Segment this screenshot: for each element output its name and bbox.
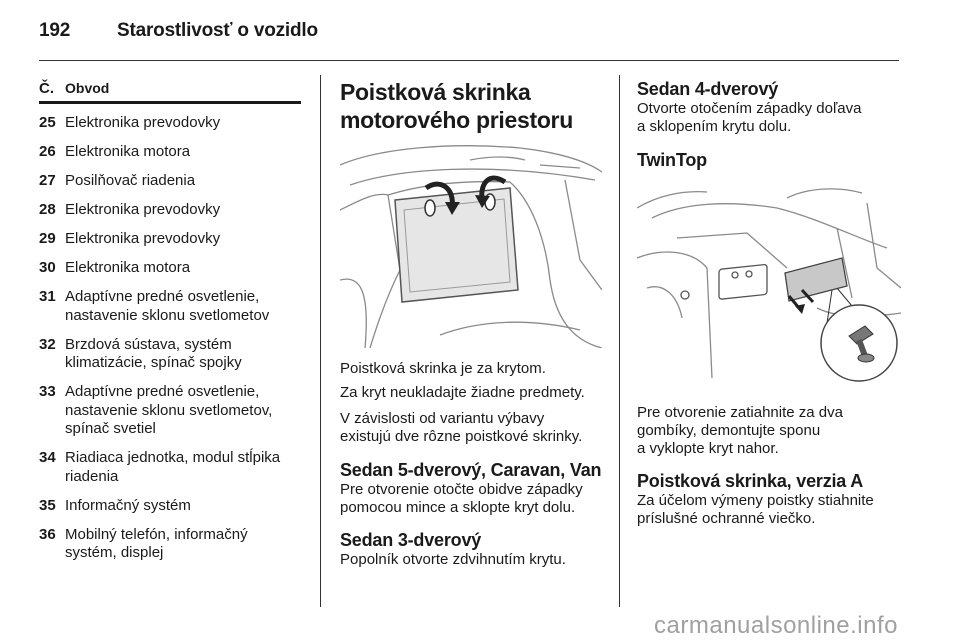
fuse-table (39, 80, 301, 573)
fuse-number: 25 (39, 114, 56, 131)
header-rule (39, 60, 899, 61)
paragraph-line: pomocou mince a sklopte kryt dolu. (340, 499, 576, 516)
subheading: Poistková skrinka, verzia A (637, 471, 864, 491)
fuse-circuit (65, 114, 301, 133)
fuse-circuit-line: Posilňovač riadenia (65, 172, 196, 189)
paragraph-line: V závislosti od variantu výbavy (340, 410, 545, 427)
engine-fusebox-illustration (340, 140, 602, 348)
fuse-circuit (65, 336, 301, 373)
table-row (39, 201, 301, 220)
fuse-circuit-line: Elektronika prevodovky (65, 201, 221, 218)
fuse-circuit-line: Elektronika prevodovky (65, 230, 221, 247)
fuse-circuit-line: klimatizácie, spínač spojky (65, 354, 242, 371)
table-row (39, 230, 301, 249)
fuse-number: 32 (39, 335, 56, 353)
paragraph-line: a vyklopte kryt nahor. (637, 440, 779, 457)
table-row (39, 288, 301, 325)
table-row (39, 259, 301, 278)
right-column (637, 78, 903, 171)
heading-line: motorového priestoru (340, 107, 573, 133)
table-row (39, 526, 301, 563)
subheading: Sedan 5-dverový, Caravan, Van (340, 460, 602, 480)
table-row (39, 114, 301, 133)
paragraph-line: existujú dve rôzne poistkové skrinky. (340, 428, 583, 445)
page-header (39, 20, 318, 42)
paragraph: Za kryt neukladajte žiadne predmety. (340, 384, 585, 401)
fuse-number: 34 (39, 449, 56, 466)
subheading: Sedan 3-dverový (340, 530, 482, 550)
fuse-number: 30 (39, 259, 56, 276)
page-title: Starostlivosť o vozidlo (117, 20, 318, 41)
watermark: carmanualsonline.info (654, 612, 898, 639)
fuse-circuit (65, 383, 301, 439)
fuse-number: 26 (39, 143, 56, 160)
fuse-number: 36 (39, 525, 56, 543)
fuse-circuit-line: Adaptívne predné osvetlenie, (65, 288, 260, 305)
table-row (39, 449, 301, 486)
col-circuit-label: Obvod (65, 80, 110, 96)
column-divider-right (619, 75, 620, 607)
fuse-number: 29 (39, 230, 56, 247)
section-heading (340, 78, 606, 134)
fuse-circuit (65, 449, 301, 486)
paragraph: Poistková skrinka je za krytom. (340, 360, 546, 377)
fuse-circuit (65, 288, 301, 325)
table-row (39, 172, 301, 191)
paragraph-line: príslušné ochranné viečko. (637, 510, 816, 527)
fuse-number: 35 (39, 496, 56, 514)
fuse-rows (39, 114, 301, 563)
column-divider-left (320, 75, 321, 607)
fuse-circuit-line: Elektronika motora (65, 259, 191, 276)
col-number-label: Č. (39, 80, 54, 97)
paragraph-line: Za účelom výmeny poistky stiahnite (637, 492, 874, 509)
table-rule (39, 101, 301, 104)
fuse-circuit-line: Riadiaca jednotka, modul stĺpika (65, 449, 281, 466)
paragraph (340, 410, 606, 446)
fuse-circuit-line: systém, displej (65, 544, 164, 561)
table-row (39, 497, 301, 516)
fuse-circuit-line: spínač svetiel (65, 420, 156, 437)
subheading: Sedan 4-dverový (637, 79, 779, 99)
fuse-circuit (65, 497, 301, 516)
fuse-circuit-line: Brzdová sústava, systém (65, 335, 232, 353)
fuse-circuit (65, 259, 301, 278)
fuse-table-header (39, 80, 301, 99)
fuse-circuit-line: Elektronika prevodovky (65, 114, 221, 131)
fuse-circuit (65, 526, 301, 563)
fuse-circuit (65, 201, 301, 220)
subheading: TwinTop (637, 150, 707, 170)
middle-text (340, 360, 606, 569)
fuse-number: 28 (39, 201, 56, 218)
fuse-circuit (65, 172, 301, 191)
paragraph-line: gombíky, demontujte sponu (637, 422, 821, 439)
fuse-circuit-line: Informačný systém (65, 496, 191, 514)
table-row (39, 143, 301, 162)
fuse-circuit-line: nastavenie sklonu svetlometov (65, 306, 270, 324)
fuse-number: 31 (39, 288, 56, 305)
fuse-circuit (65, 143, 301, 162)
table-row (39, 383, 301, 439)
table-row (39, 336, 301, 373)
fuse-circuit-line: Mobilný telefón, informačný (65, 525, 248, 543)
page-number: 192 (39, 20, 71, 41)
paragraph-line: Pre otvorenie zatiahnite za dva (637, 404, 843, 421)
fuse-circuit-line: nastavenie sklonu svetlometov, (65, 401, 273, 419)
fuse-number: 27 (39, 172, 56, 189)
right-text (637, 404, 903, 528)
paragraph-line: Pre otvorenie otočte obidve západky (340, 481, 583, 498)
fuse-circuit-line: riadenia (65, 467, 119, 485)
fuse-number: 33 (39, 383, 56, 400)
middle-column (340, 78, 606, 134)
fuse-circuit (65, 230, 301, 249)
fuse-circuit-line: Adaptívne predné osvetlenie, (65, 383, 260, 400)
heading-line: Poistková skrinka (340, 79, 531, 105)
twintop-fusebox-illustration (637, 178, 901, 388)
fuse-circuit-line: Elektronika motora (65, 143, 191, 160)
paragraph-line: a sklopením krytu dolu. (637, 118, 792, 135)
paragraph: Popolník otvorte zdvihnutím krytu. (340, 551, 566, 568)
paragraph-line: Otvorte otočením západky doľava (637, 100, 862, 117)
